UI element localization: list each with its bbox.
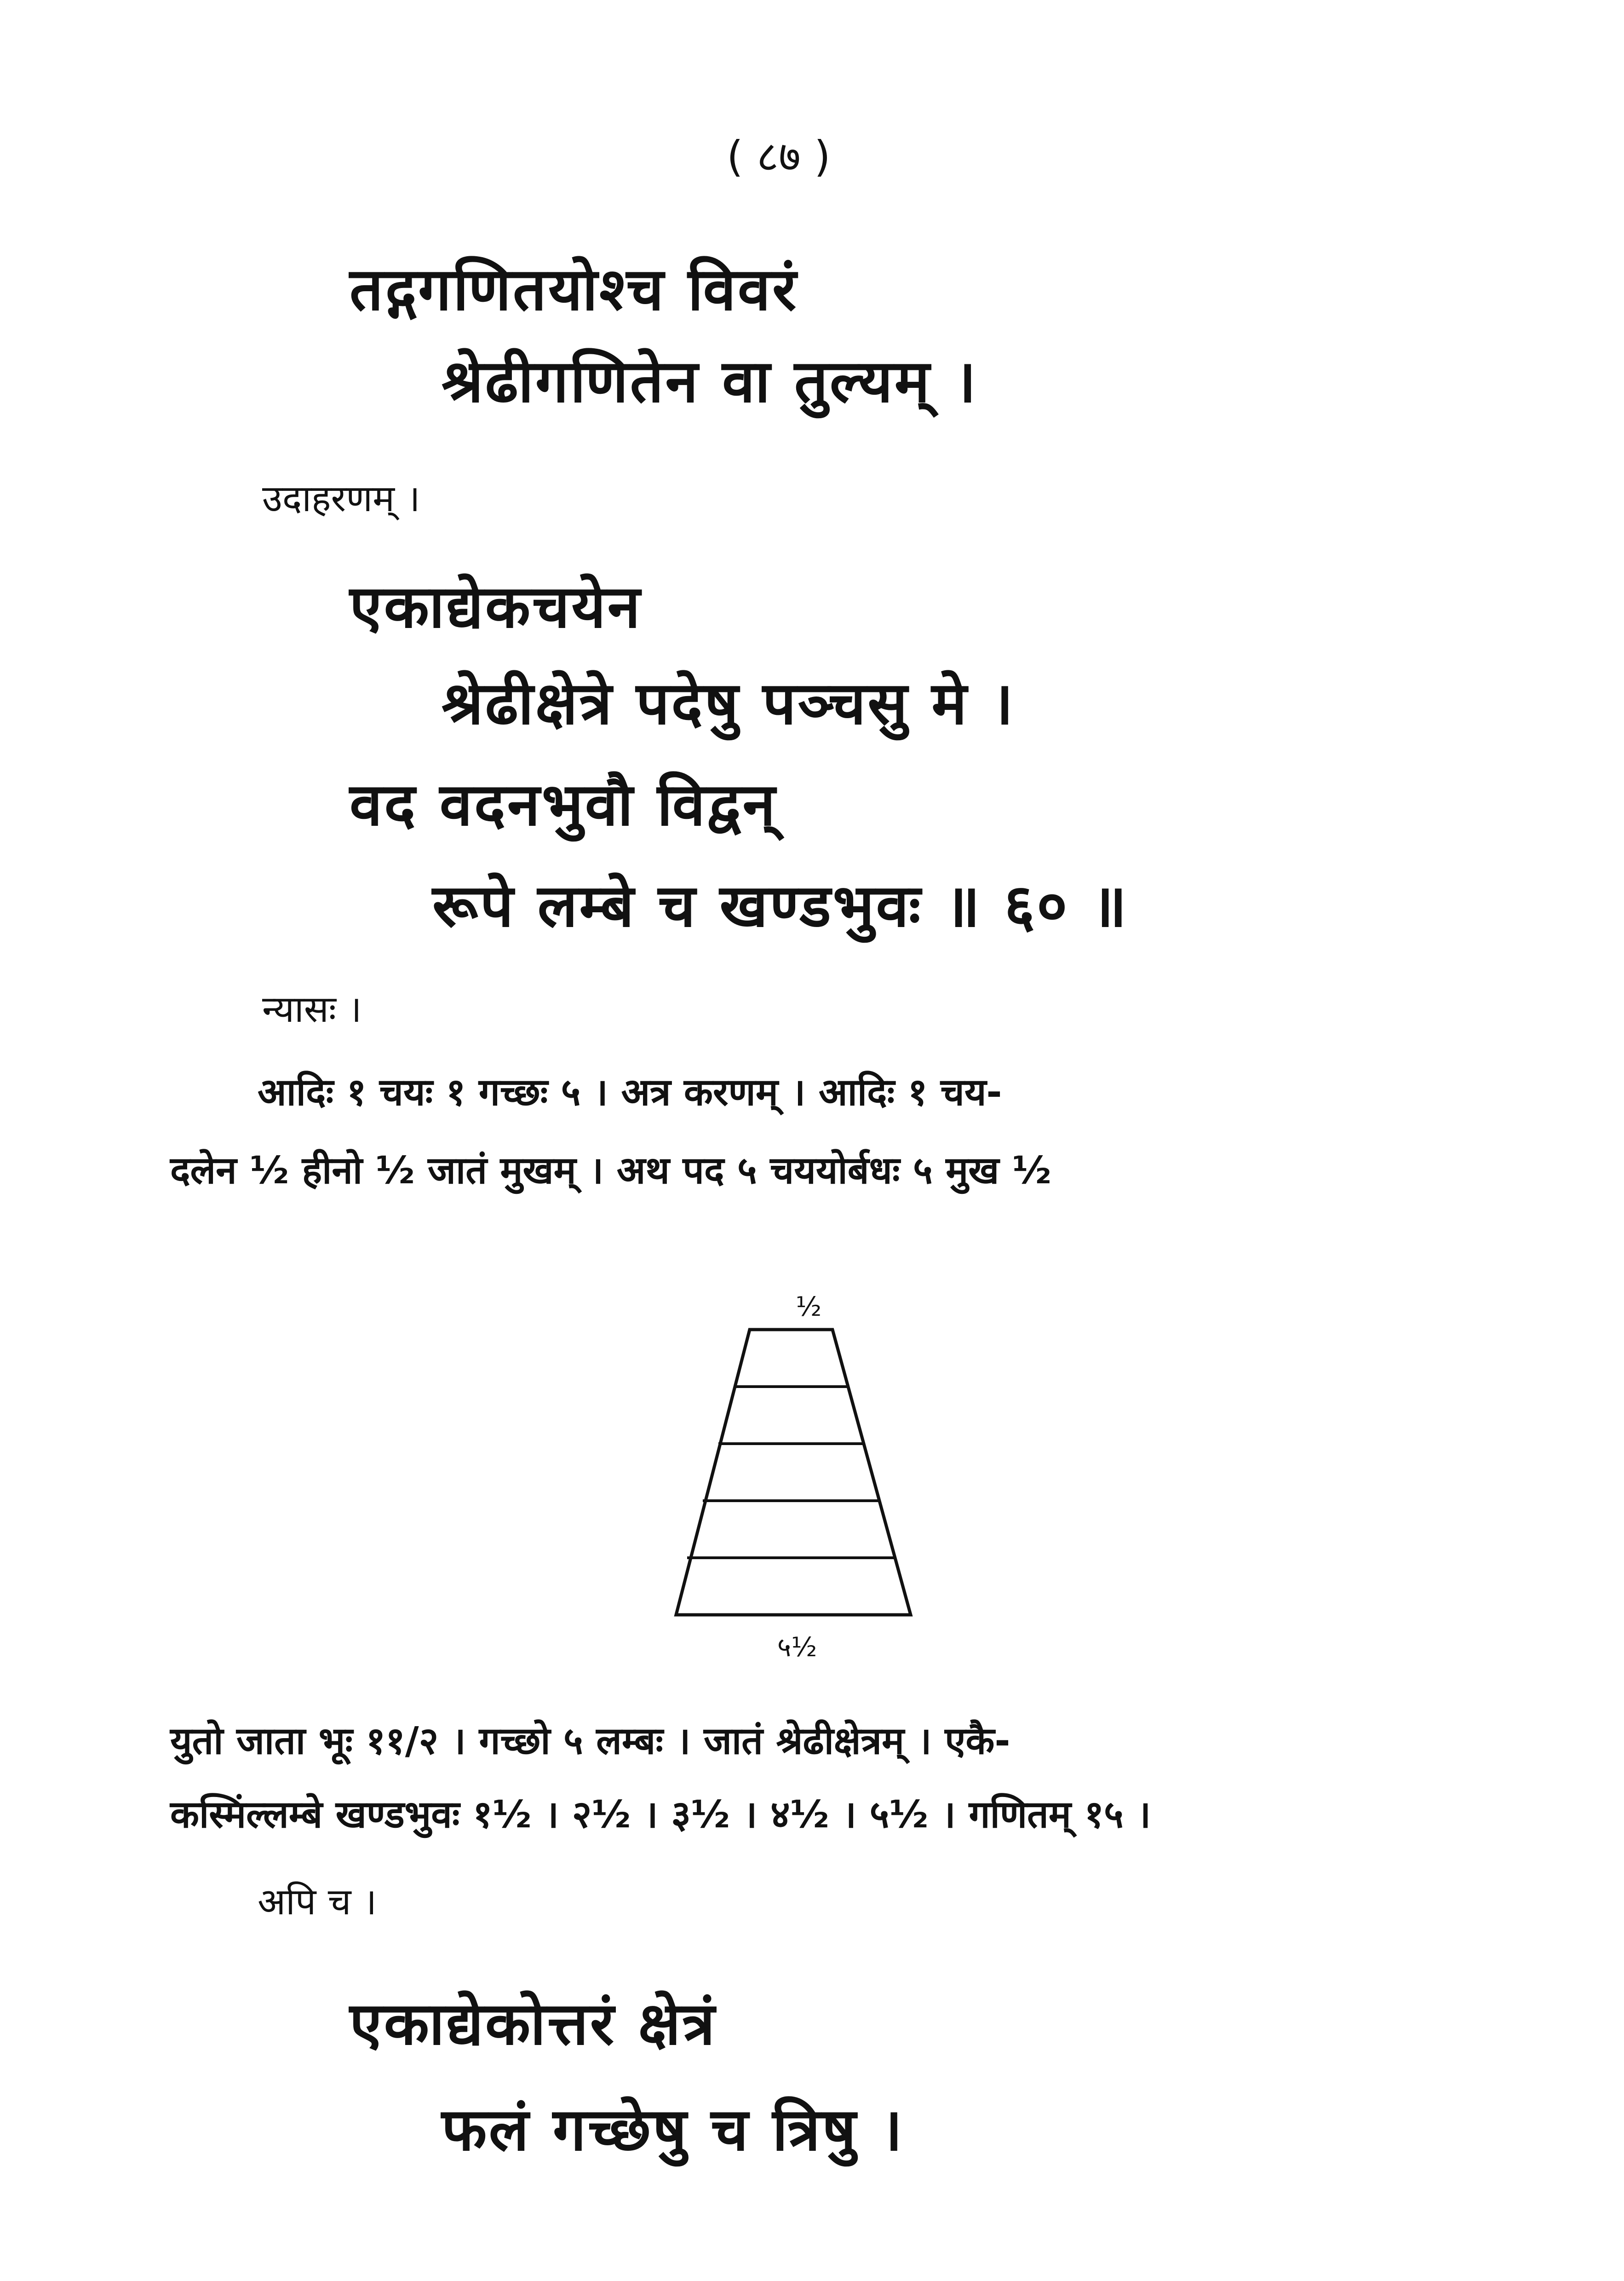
verse1-line1: तद्गगणितयोश्च विवरं xyxy=(350,255,798,324)
trapezoid-svg xyxy=(662,1284,957,1679)
trapezoid-figure xyxy=(662,1284,957,1679)
prose2-line1: युतो जाता भूः ११/२ । गच्छो ५ लम्बः । जातं श्रेढीक्षेत्रम् । एकै- xyxy=(170,1719,1010,1763)
prose1-line2: दलेन ½ हीनो ½ जातं मुखम् । अथ पद ५ चययोर्बधः ५ मुख ½ xyxy=(170,1149,1051,1192)
verse3-line2: फलं गच्छेषु च त्रिषु । xyxy=(442,2096,905,2164)
trapezoid-outline xyxy=(676,1330,911,1615)
prose2-line2: कस्मिंल्लम्बे खण्डभुवः १½ । २½ । ३½ । ४½ । ५½ । गणितम् १५ । xyxy=(170,1793,1151,1837)
verse1-line2: श्रेढीगणितेन वा तुल्यम् । xyxy=(442,347,978,416)
verse2-line4: रूपे लम्बे च खण्डभुवः ॥ ६० ॥ xyxy=(432,872,1129,940)
verse2-line3: वद वदनभुवौ विद्वन् xyxy=(350,771,777,839)
page-number: ( ८७ ) xyxy=(727,132,831,181)
setup-label: न्यासः । xyxy=(262,988,362,1031)
verse3-line1: एकाद्येकोत्तरं क्षेत्रं xyxy=(350,1990,717,2058)
figure-bottom-label: ५½ xyxy=(777,1631,817,1663)
api-label: अपि च । xyxy=(258,1880,377,1923)
prose1-line1: आदिः १ चयः १ गच्छः ५ । अत्र करणम् । आदिः १ चय- xyxy=(258,1071,1002,1114)
figure-top-label: ½ xyxy=(796,1291,822,1322)
verse2-line2: श्रेढीक्षेत्रे पदेषु पञ्चसु मे । xyxy=(442,669,1016,738)
example-label: उदाहरणम् । xyxy=(262,477,420,520)
verse2-line1: एकाद्येकचयेन xyxy=(350,573,642,641)
